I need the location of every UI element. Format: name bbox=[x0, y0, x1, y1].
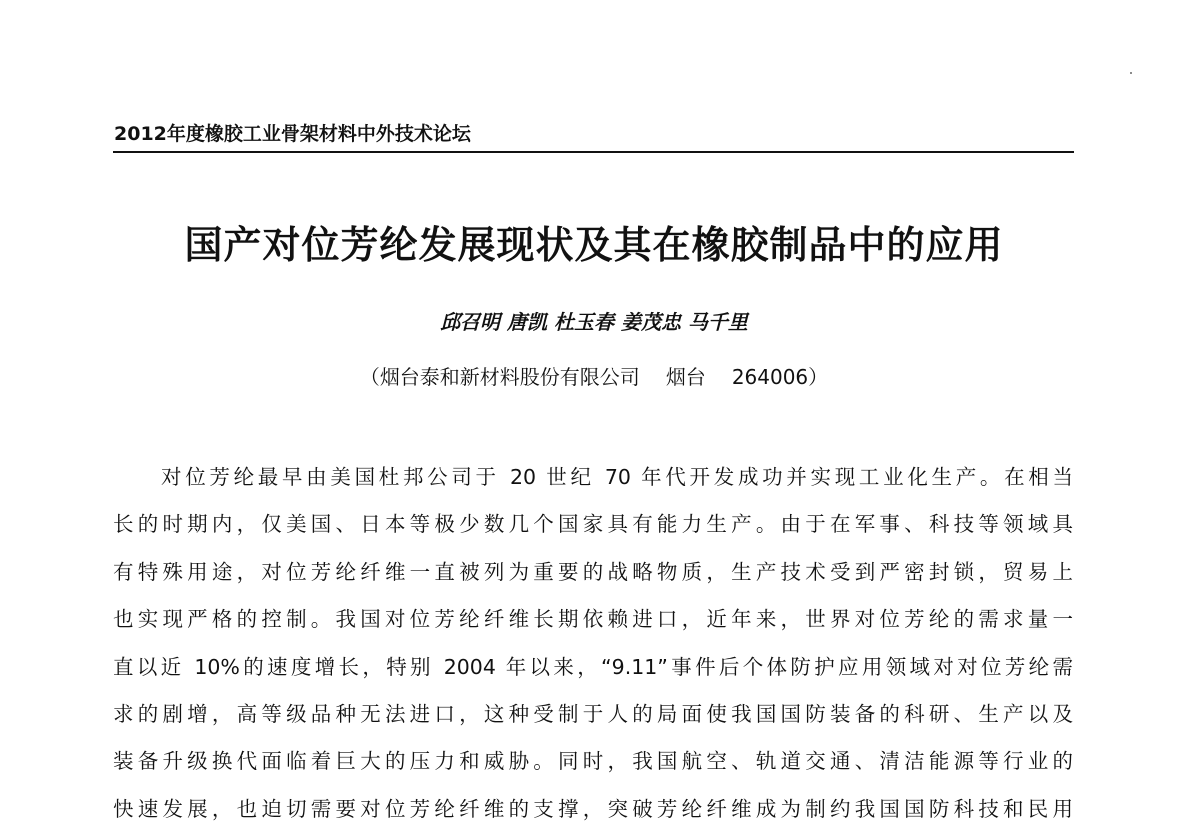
body-paragraph bbox=[113, 461, 1073, 840]
header-rule bbox=[113, 151, 1074, 153]
affiliation-city: 烟台 bbox=[665, 365, 706, 389]
author-list: 邱召明 唐凯 杜玉春 姜茂忠 马千里 bbox=[440, 310, 748, 334]
body-line: 对位芳纶最早由美国杜邦公司于 20 世纪 70 年代开发成功并实现工业化生产。在相当 bbox=[161, 465, 1073, 489]
scan-speck bbox=[1130, 72, 1132, 74]
body-line: 有特殊用途，对位芳纶纤维一直被列为重要的战略物质，生产技术受到严密封锁，贸易上 bbox=[113, 559, 1073, 584]
affiliation-close-paren: ） bbox=[808, 365, 829, 389]
body-line: 长的时期内，仅美国、日本等极少数几个国家具有能力生产。由于在军事、科技等领域具 bbox=[113, 512, 1073, 537]
body-line: 快速发展，也迫切需要对位芳纶纤维的支撑，突破芳纶纤维成为制约我国国防科技和民用 bbox=[113, 796, 1073, 821]
body-line: 装备升级换代面临着巨大的压力和威胁。同时，我国航空、轨道交通、清洁能源等行业的 bbox=[113, 749, 1073, 774]
affiliation-open-paren: （ bbox=[359, 365, 380, 389]
body-line: 也实现严格的控制。我国对位芳纶纤维长期依赖进口，近年来，世界对位芳纶的需求量一 bbox=[113, 607, 1073, 632]
running-header: 2012年度橡胶工业骨架材料中外技术论坛 bbox=[114, 123, 471, 145]
paper-title: 国产对位芳纶发展现状及其在橡胶制品中的应用 bbox=[184, 223, 1004, 267]
affiliation-organization: 烟台泰和新材料股份有限公司 bbox=[379, 365, 640, 389]
affiliation bbox=[0, 361, 1188, 390]
affiliation-postcode: 264006 bbox=[731, 365, 809, 389]
body-line: 求的剧增，高等级品种无法进口，这种受制于人的局面使我国国防装备的科研、生产以及 bbox=[113, 701, 1073, 726]
body-line: 直以近 10%的速度增长，特别 2004 年以来，“9.11”事件后个体防护应用领域对对位芳纶需 bbox=[113, 654, 1073, 679]
